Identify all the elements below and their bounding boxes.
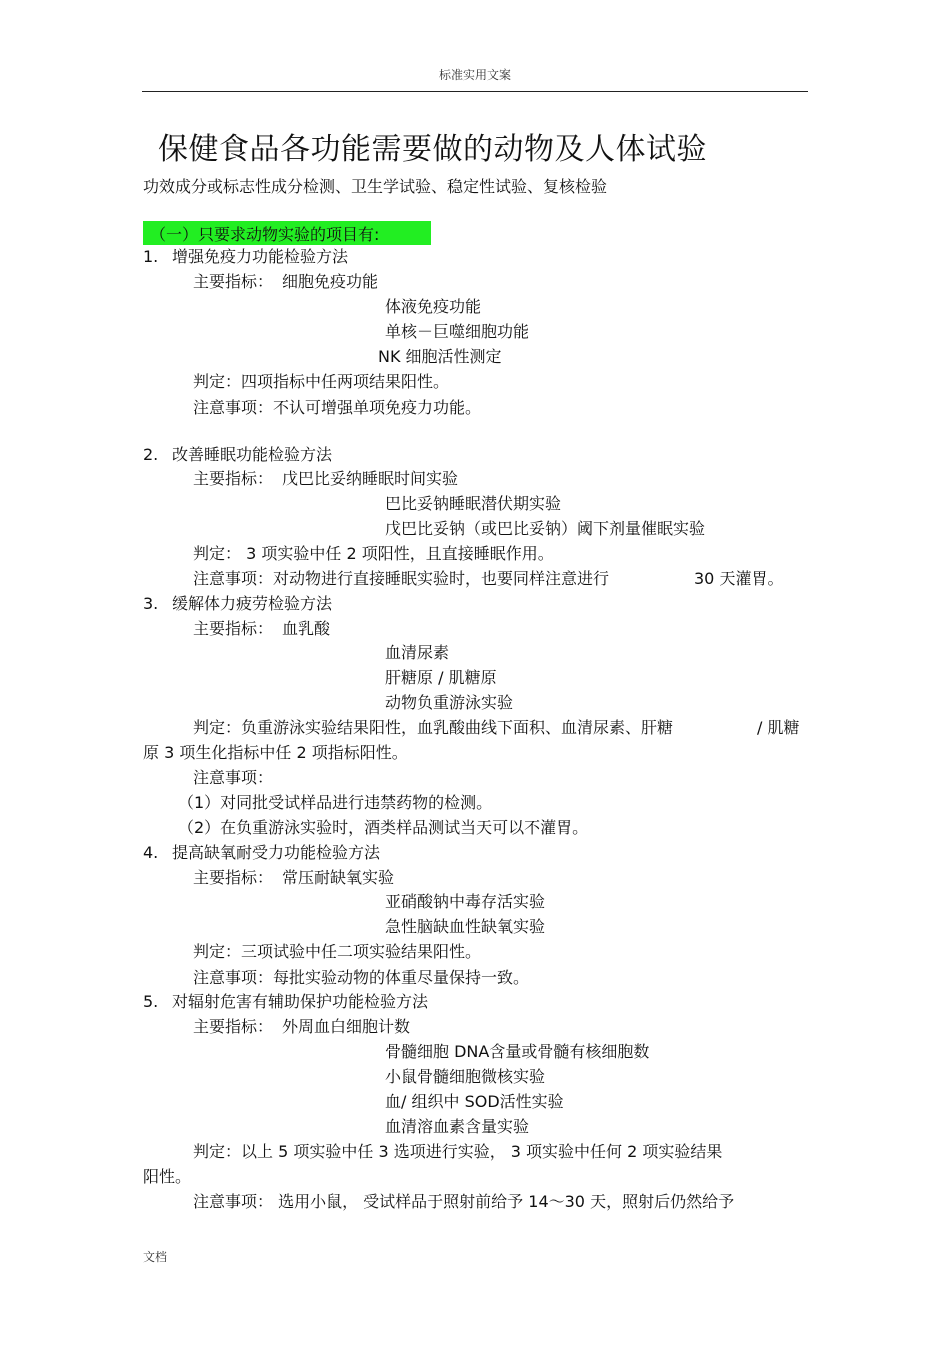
main-indicator-label: 主要指标： (193, 868, 274, 887)
note: （2）在负重游泳实验时，酒类样品测试当天可以不灌胃。 (178, 818, 589, 837)
indicator: NK 细胞活性测定 (378, 347, 502, 366)
indicator: 血/ 组织中 SOD活性实验 (385, 1092, 564, 1111)
main-indicator-label: 主要指标： (193, 469, 274, 488)
section-heading: （一）只要求动物实验的项目有: (150, 225, 380, 244)
indicator: 巴比妥钠睡眠潜伏期实验 (385, 494, 562, 513)
indicator: 戊巴比妥钠（或巴比妥钠）阈下剂量催眠实验 (385, 519, 706, 538)
judgement-tail: / 肌糖 (757, 718, 800, 737)
item-title: 提高缺氧耐受力功能检验方法 (172, 843, 381, 862)
indicator: 体液免疫功能 (385, 297, 482, 316)
judgement: 判定：以上 5 项实验中任 3 选项进行实验， 3 项实验中任何 2 项实验结果 (193, 1142, 723, 1161)
indicator: 细胞免疫功能 (282, 272, 379, 291)
item-title: 增强免疫力功能检验方法 (172, 247, 349, 266)
judgement-cont: 阳性。 (143, 1167, 192, 1186)
document-title: 保健食品各功能需要做的动物及人体试验 (158, 132, 707, 167)
note: 注意事项：每批实验动物的体重尽量保持一致。 (193, 968, 530, 987)
main-indicator-label: 主要指标： (193, 1017, 274, 1036)
indicator: 单核－巨噬细胞功能 (385, 322, 530, 341)
note: 注意事项：不认可增强单项免疫力功能。 (193, 398, 482, 417)
header-rule (142, 91, 808, 92)
item-number: 5. (143, 992, 159, 1011)
item-number: 4. (143, 843, 159, 862)
item-title: 对辐射危害有辅助保护功能检验方法 (172, 992, 429, 1011)
indicator: 外周血白细胞计数 (282, 1017, 411, 1036)
indicator: 血清尿素 (385, 643, 450, 662)
indicator: 急性脑缺血性缺氧实验 (385, 917, 546, 936)
item-number: 3. (143, 594, 159, 613)
indicator: 亚硝酸钠中毒存活实验 (385, 892, 546, 911)
note: 注意事项： (193, 768, 274, 787)
note-tail: 30 天灌胃。 (694, 569, 784, 588)
indicator: 血乳酸 (282, 619, 331, 638)
page-header: 标准实用文案 (438, 68, 511, 82)
indicator: 骨髓细胞 DNA含量或骨髓有核细胞数 (385, 1042, 650, 1061)
item-title: 改善睡眠功能检验方法 (172, 445, 333, 464)
note: 注意事项：对动物进行直接睡眠实验时，也要同样注意进行 (193, 569, 610, 588)
main-indicator-label: 主要指标： (193, 619, 274, 638)
judgement: 判定：四项指标中任两项结果阳性。 (193, 372, 450, 391)
indicator: 动物负重游泳实验 (385, 693, 514, 712)
indicator: 戊巴比妥纳睡眠时间实验 (282, 469, 459, 488)
note: 注意事项： 选用小鼠， 受试样品于照射前给予 14～30 天，照射后仍然给予 (193, 1192, 735, 1211)
indicator: 常压耐缺氧实验 (282, 868, 395, 887)
indicator: 血清溶血素含量实验 (385, 1117, 530, 1136)
item-number: 2. (143, 445, 159, 464)
judgement: 判定：三项试验中任二项实验结果阳性。 (193, 942, 482, 961)
indicator: 肝糖原 / 肌糖原 (385, 668, 497, 687)
item-number: 1. (143, 247, 159, 266)
judgement-cont: 原 3 项生化指标中任 2 项指标阳性。 (143, 743, 408, 762)
note: （1）对同批受试样品进行违禁药物的检测。 (178, 793, 493, 812)
judgement: 判定：负重游泳实验结果阳性，血乳酸曲线下面积、血清尿素、肝糖 (193, 718, 674, 737)
indicator: 小鼠骨髓细胞微核实验 (385, 1067, 546, 1086)
judgement: 判定： 3 项实验中任 2 项阳性，且直接睡眠作用。 (193, 544, 554, 563)
document-subtitle: 功效成分或标志性成分检测、卫生学试验、稳定性试验、复核检验 (143, 177, 608, 196)
main-indicator-label: 主要指标： (193, 272, 274, 291)
item-title: 缓解体力疲劳检验方法 (172, 594, 333, 613)
page-footer: 文档 (143, 1250, 168, 1264)
